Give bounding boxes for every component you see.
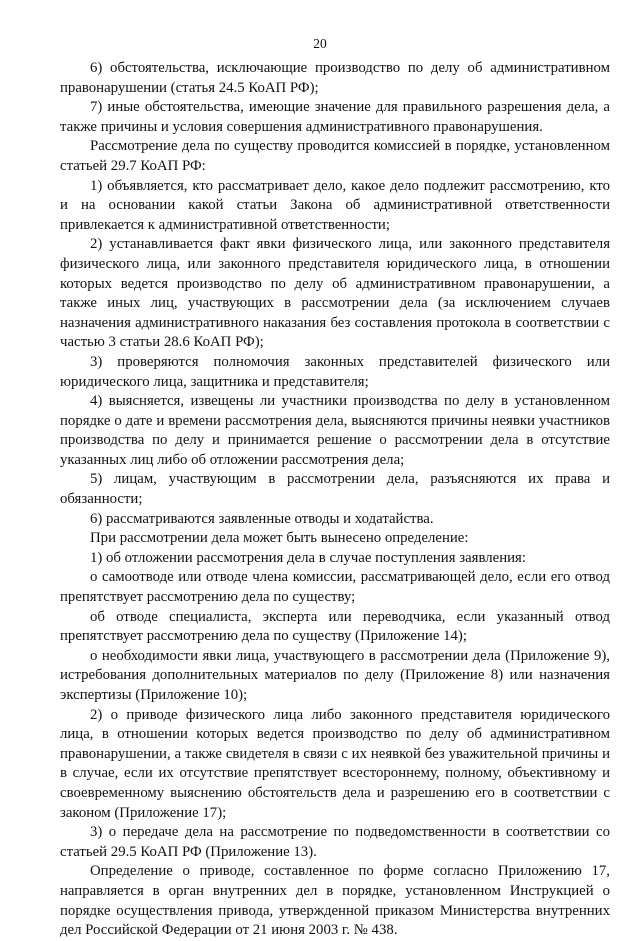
paragraph-attendance-necessity: о необходимости явки лица, участвующего в рассмотрении дела (Приложение 9), истребования дополнительных материалов по делу (Приложение 8) или назначения экспертизы (Приложение 10);	[60, 647, 610, 703]
paragraph-step-5-rights: 5) лицам, участвующим в рассмотрении дела, разъясняются их права и обязанности;	[60, 471, 610, 508]
paragraph-step-2-attendance: 2) устанавливается факт явки физического лица, или законного представителя физического лица, или законного представителя юридического лица, в отношении которых ведется производство по делу об административном правонарушении, а также иных лиц, участвующих в рассмотрении дела (за исключением случаев назначения административного наказания без составления протокола в соответствии с частью 3 статьи 28.6 КоАП РФ);	[60, 236, 610, 351]
paragraph-ruling-1-postponement: 1) об отложении рассмотрения дела в случае поступления заявления:	[90, 549, 526, 566]
paragraph-review-intro: Рассмотрение дела по существу проводится комиссией в порядке, установленном статьей 29.7 КоАП РФ:	[60, 138, 610, 174]
paragraph-step-4-notification: 4) выясняется, извещены ли участники производства по делу в установленном порядке о дате и времени рассмотрения дела, выясняются причины неявки участников производства по делу и принимается решение о рассмотрении дела в отсутствие указанных лиц либо об отложении рассмотрения дела;	[60, 393, 610, 468]
paragraph-item-6-exclusions: 6) обстоятельства, исключающие производство по делу об административном правонарушении (статья 24.5 КоАП РФ);	[60, 60, 610, 96]
page-number: 20	[313, 36, 327, 51]
paragraph-specialist-recusal: об отводе специалиста, эксперта или переводчика, если указанный отвод препятствует рассмотрению дела по существу (Приложение 14);	[60, 608, 610, 645]
paragraph-self-recusal: о самоотводе или отводе члена комиссии, рассматривающей дело, если его отвод препятствует рассмотрению дела по существу;	[60, 569, 610, 606]
paragraph-item-7-other-circumstances: 7) иные обстоятельства, имеющие значение для правильного разрешения дела, а также причины и условия совершения административного правонарушения.	[60, 99, 610, 135]
paragraph-step-3-authority-check: 3) проверяются полномочия законных представителей физического или юридического лица, защитника и представителя;	[60, 353, 610, 390]
paragraph-compulsory-appearance-procedure: Определение о приводе, составленное по форме согласно Приложению 17, направляется в орган внутренних дел в порядке, установленном Инструкцией о порядке осуществления привода, утвержденной приказом Министерства внутренних дел Российской Федерации от 21 июня 2003 г. № 438.	[60, 863, 610, 939]
paragraph-ruling-intro: При рассмотрении дела может быть вынесено определение:	[90, 530, 469, 547]
paragraph-ruling-3-transfer: 3) о передаче дела на рассмотрение по подведомственности в соответствии со статьей 29.5 КоАП РФ (Приложение 13).	[60, 824, 610, 860]
document-body	[60, 59, 610, 941]
paragraph-step-1-announcement: 1) объявляется, кто рассматривает дело, какое дело подлежит рассмотрению, кто и на основании какой статьи Закона об административной ответственности привлекается к административной ответственности;	[60, 177, 610, 233]
paragraph-ruling-2-compulsory-appearance: 2) о приводе физического лица либо законного представителя юридического лица, в отношении которых ведется производство по делу об административном правонарушении, а также свидетеля в связи с их неявкой без уважительной причины и в случае, если их отсутствие препятствует всестороннему, полному, объективному и своевременному выяснению обстоятельств дела и разрешению его в соответствии с законом (Приложение 17);	[60, 706, 610, 821]
paragraph-step-6-motions: 6) рассматриваются заявленные отводы и ходатайства.	[90, 510, 434, 527]
